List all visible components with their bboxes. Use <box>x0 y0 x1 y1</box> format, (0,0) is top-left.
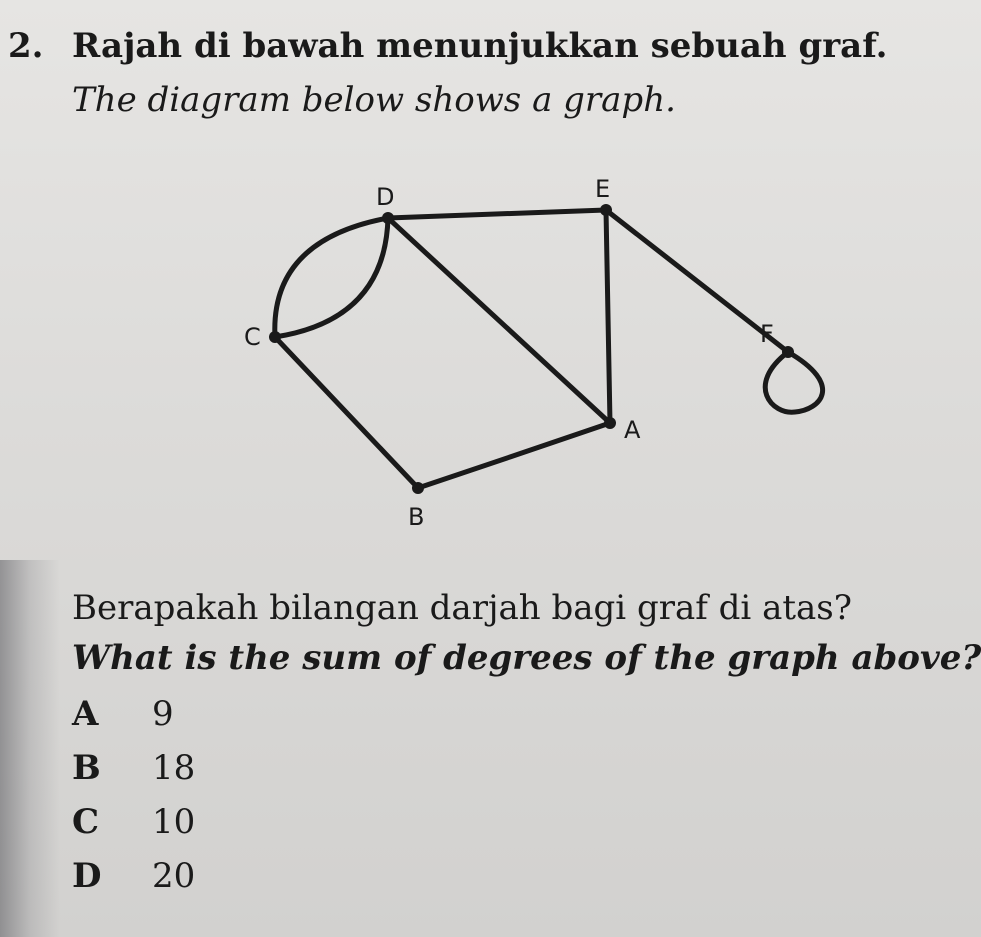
label-d: D <box>376 183 395 211</box>
edge-d-e <box>388 210 606 218</box>
intro-english: The diagram below shows a graph. <box>72 80 676 120</box>
edge-f-loop <box>765 352 822 412</box>
vertex-e <box>600 204 612 216</box>
intro-malay: Rajah di bawah menunjukkan sebuah graf. <box>72 26 888 66</box>
edge-d-a <box>388 218 610 423</box>
vertex-d <box>382 212 394 224</box>
option-value: 10 <box>152 802 196 842</box>
label-b: B <box>408 503 425 531</box>
edge-e-a <box>606 210 610 423</box>
edge-c-b <box>275 337 418 488</box>
option-letter: B <box>72 748 101 788</box>
label-e: E <box>595 175 611 203</box>
prompt-english: What is the sum of degrees of the graph above? <box>72 638 981 678</box>
label-a: A <box>624 416 641 444</box>
vertex-a <box>604 417 616 429</box>
label-c: C <box>244 323 261 351</box>
edge-b-a <box>418 423 610 488</box>
option-b[interactable] <box>72 748 195 788</box>
option-value: 20 <box>152 856 196 896</box>
question-number: 2. <box>8 26 44 66</box>
option-d[interactable] <box>72 856 195 896</box>
vertex-c <box>269 331 281 343</box>
option-c[interactable] <box>72 802 195 842</box>
option-value: 18 <box>152 748 196 788</box>
label-f: F <box>760 320 774 348</box>
option-letter: A <box>72 694 99 734</box>
vertex-b <box>412 482 424 494</box>
prompt-malay: Berapakah bilangan darjah bagi graf di atas? <box>72 588 852 628</box>
vertex-f <box>782 346 794 358</box>
option-letter: C <box>72 802 100 842</box>
option-value: 9 <box>152 694 174 734</box>
option-letter: D <box>72 856 102 896</box>
option-a[interactable] <box>72 694 174 734</box>
